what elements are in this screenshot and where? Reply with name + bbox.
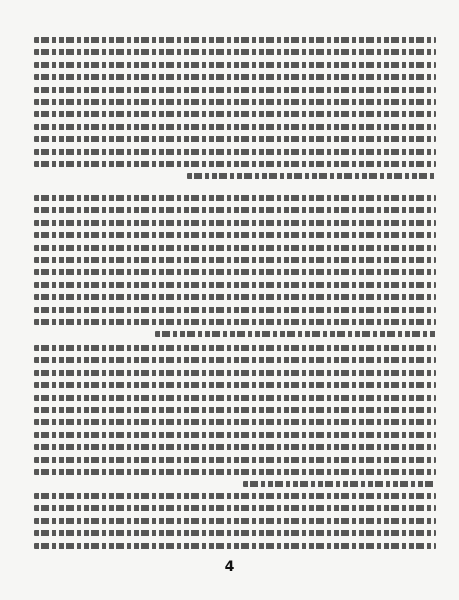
text-line bbox=[34, 345, 436, 351]
text-line bbox=[34, 419, 436, 425]
text-line bbox=[34, 505, 436, 511]
text-line bbox=[155, 331, 436, 337]
text-line bbox=[34, 99, 436, 105]
text-line bbox=[34, 543, 436, 549]
text-line bbox=[34, 357, 436, 363]
text-line bbox=[34, 319, 436, 325]
paragraph-4 bbox=[34, 493, 436, 555]
text-line bbox=[34, 407, 436, 413]
text-line bbox=[34, 87, 436, 93]
text-line bbox=[34, 161, 436, 167]
text-line bbox=[34, 37, 436, 43]
text-line bbox=[34, 307, 436, 313]
text-line bbox=[34, 195, 436, 201]
text-line bbox=[34, 518, 436, 524]
text-line bbox=[34, 395, 436, 401]
text-line bbox=[34, 124, 436, 130]
text-line bbox=[34, 232, 436, 238]
text-line bbox=[34, 444, 436, 450]
text-line bbox=[34, 220, 436, 226]
text-line bbox=[34, 207, 436, 213]
text-line bbox=[34, 136, 436, 142]
text-line bbox=[34, 432, 436, 438]
text-line bbox=[34, 282, 436, 288]
paragraph-1 bbox=[34, 37, 436, 186]
text-line bbox=[34, 469, 436, 475]
text-line bbox=[34, 457, 436, 463]
text-line bbox=[34, 245, 436, 251]
text-line bbox=[34, 530, 436, 536]
text-line bbox=[243, 481, 436, 487]
text-line bbox=[34, 257, 436, 263]
text-line bbox=[34, 294, 436, 300]
paragraph-3 bbox=[34, 345, 436, 494]
text-line bbox=[34, 269, 436, 275]
text-line bbox=[34, 382, 436, 388]
text-line bbox=[34, 62, 436, 68]
text-line bbox=[34, 149, 436, 155]
paragraph-2 bbox=[34, 195, 436, 344]
text-line bbox=[34, 370, 436, 376]
text-line bbox=[187, 173, 436, 179]
text-line bbox=[34, 111, 436, 117]
text-line bbox=[34, 49, 436, 55]
text-line bbox=[34, 74, 436, 80]
page-number: 4 bbox=[224, 559, 235, 575]
text-line bbox=[34, 493, 436, 499]
